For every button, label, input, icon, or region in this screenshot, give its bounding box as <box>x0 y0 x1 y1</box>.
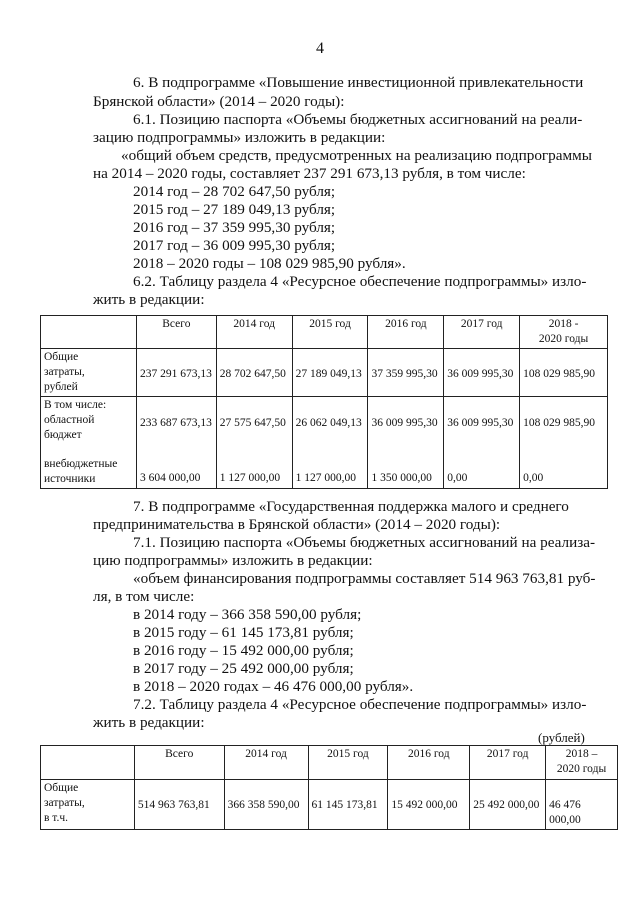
unit-label: (рублей) <box>538 730 585 745</box>
s6-line-7: 2014 год – 28 702 647,50 рубля; <box>133 183 336 200</box>
s7-table <box>40 745 618 830</box>
table-row <box>41 397 608 489</box>
s6-r1-v5: 36 009 995,30 <box>447 417 514 429</box>
s6-r2-v1: 3 604 000,00 <box>139 472 201 484</box>
s6-r1-v2: 27 575 647,50 <box>219 417 286 429</box>
s7-line-6: ля, в том числе: <box>93 588 195 605</box>
s7-r0-c2: 366 358 590,00 <box>224 780 308 830</box>
s6-r2-label: внебюджетные источники <box>44 458 118 485</box>
s6-r1-c2 <box>216 397 292 489</box>
s6-h-4: 2016 год <box>368 316 444 349</box>
s6-h-5: 2017 год <box>444 316 520 349</box>
s6-line-13: жить в редакции: <box>93 291 205 308</box>
s7-h-1: Всего <box>134 746 224 780</box>
s7-line-5: «объем финансирования подпрограммы составляет 514 963 763,81 руб- <box>133 570 596 587</box>
s6-r1-c4 <box>368 397 444 489</box>
s6-r2-v5: 0,00 <box>447 472 468 484</box>
s7-r0-c6: 46 476 000,00 <box>546 780 618 830</box>
s6-line-1: 6. В подпрограмме «Повышение инвестиционной привлекательности <box>133 74 584 91</box>
s6-line-4: зацию подпрограммы» изложить в редакции: <box>93 129 386 146</box>
s7-line-11: в 2018 – 2020 годах – 46 476 000,00 рубля». <box>133 678 414 695</box>
s6-line-5: «общий объем средств, предусмотренных на реализацию подпрограммы <box>121 147 592 164</box>
s6-line-11: 2018 – 2020 годы – 108 029 985,90 рубля». <box>133 255 406 272</box>
s6-r2-v3: 1 127 000,00 <box>295 472 356 484</box>
s6-r2-v4: 1 350 000,00 <box>371 472 432 484</box>
s6-r0-c0: Общие затраты, рублей <box>41 349 137 397</box>
s7-r0-c3: 61 145 173,81 <box>308 780 388 830</box>
s7-line-4: цию подпрограммы» изложить в редакции: <box>93 552 373 569</box>
s7-line-9: в 2016 году – 15 492 000,00 рубля; <box>133 642 354 659</box>
s7-line-1: 7. В подпрограмме «Государственная поддержка малого и среднего <box>133 498 569 515</box>
s6-r0-c6: 108 029 985,90 <box>520 349 608 397</box>
table-row <box>41 780 618 830</box>
s6-line-10: 2017 год – 36 009 995,30 рубля; <box>133 237 336 254</box>
s7-line-8: в 2015 году – 61 145 173,81 рубля; <box>133 624 354 641</box>
s7-line-13: жить в редакции: <box>93 714 205 731</box>
s6-r2-v6: 0,00 <box>523 472 544 484</box>
table-row <box>41 349 608 397</box>
s7-table-header-row <box>41 746 618 780</box>
s6-r1-v3: 26 062 049,13 <box>295 417 362 429</box>
s6-h-2: 2014 год <box>216 316 292 349</box>
s7-line-7: в 2014 году – 366 358 590,00 рубля; <box>133 606 362 623</box>
s6-r1-c5 <box>444 397 520 489</box>
s7-line-2: предпринимательства в Брянской области» (2014 – 2020 годы): <box>93 516 501 533</box>
s6-r1-v1: 233 687 673,13 <box>139 417 212 429</box>
s6-line-6: на 2014 – 2020 годы, составляет 237 291 673,13 рубля, в том числе: <box>93 165 526 182</box>
s6-line-12: 6.2. Таблицу раздела 4 «Ресурсное обеспечение подпрограммы» изло- <box>133 273 587 290</box>
s6-r0-c3: 27 189 049,13 <box>292 349 368 397</box>
s7-h-4: 2016 год <box>388 746 470 780</box>
s6-r2-v2: 1 127 000,00 <box>219 472 281 484</box>
s6-h-3: 2015 год <box>292 316 368 349</box>
s6-r0-c5: 36 009 995,30 <box>444 349 520 397</box>
s7-h-3: 2015 год <box>308 746 388 780</box>
s7-h-6: 2018 – 2020 годы <box>546 746 618 780</box>
s7-h-0 <box>41 746 135 780</box>
s6-table-header-row <box>41 316 608 349</box>
s6-h-6: 2018 - 2020 годы <box>520 316 608 349</box>
s6-table <box>40 315 608 489</box>
s6-r1-v6: 108 029 985,90 <box>523 417 596 429</box>
s6-r1-c3 <box>292 397 368 489</box>
s7-r0-c5: 25 492 000,00 <box>470 780 546 830</box>
s6-r1-c1 <box>136 397 216 489</box>
s6-r1-v4: 36 009 995,30 <box>371 417 438 429</box>
s6-r0-c4: 37 359 995,30 <box>368 349 444 397</box>
s6-line-9: 2016 год – 37 359 995,30 рубля; <box>133 219 336 236</box>
s6-r1-label: В том числе: областной бюджет <box>44 399 107 441</box>
s7-r0-c0: Общие затраты, в т.ч. <box>41 780 135 830</box>
s7-r0-c4: 15 492 000,00 <box>388 780 470 830</box>
s7-h-5: 2017 год <box>470 746 546 780</box>
s6-r0-c1: 237 291 673,13 <box>136 349 216 397</box>
s6-line-2: Брянской области» (2014 – 2020 годы): <box>93 93 345 110</box>
s7-h-2: 2014 год <box>224 746 308 780</box>
s6-h-1: Всего <box>136 316 216 349</box>
s6-r1-c6 <box>520 397 608 489</box>
s6-r0-c2: 28 702 647,50 <box>216 349 292 397</box>
s6-r1-c0 <box>41 397 137 489</box>
s7-line-3: 7.1. Позицию паспорта «Объемы бюджетных ассигнований на реализа- <box>133 534 596 551</box>
s7-line-12: 7.2. Таблицу раздела 4 «Ресурсное обеспечение подпрограммы» изло- <box>133 696 587 713</box>
s6-h-0 <box>41 316 137 349</box>
s6-line-3: 6.1. Позицию паспорта «Объемы бюджетных ассигнований на реали- <box>133 111 583 128</box>
s6-line-8: 2015 год – 27 189 049,13 рубля; <box>133 201 336 218</box>
page-number: 4 <box>316 40 324 57</box>
s7-r0-c1: 514 963 763,81 <box>134 780 224 830</box>
s7-line-10: в 2017 году – 25 492 000,00 рубля; <box>133 660 354 677</box>
